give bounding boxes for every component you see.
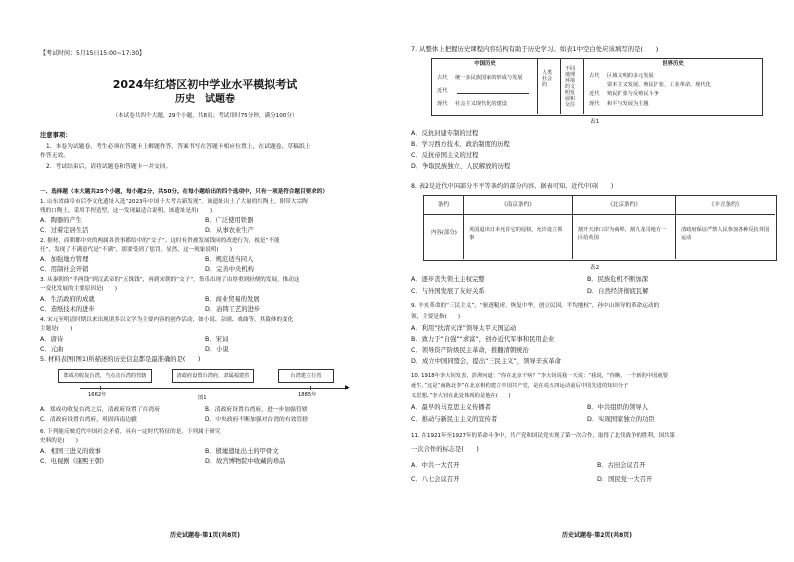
q11-line1: 11. 在1921年至1927年的革命斗争中，共产党和国民党实现了第一次合作，取得了北伐战争的胜利。国共第: [411, 433, 675, 439]
q3-line1: 3. 从秦朝的“半两钱”到汉武帝的“五铢钱”，再到宋朝的“交子”，货币出现了由厚重到轻便的发展，推动这: [40, 277, 300, 283]
q10-option-b: B．中共组织的领导人: [587, 404, 648, 411]
q11-option-c: C．八七会议召开: [411, 476, 460, 483]
table-2-row-divider: [424, 214, 775, 215]
q6-line2: 史料的是( ): [40, 438, 78, 444]
q10-option-c: C．推动与新民主主义的宣传者: [411, 416, 498, 423]
q5-stem: 5. 材料表图(图1)所描述的历史信息都是最准确的是( ): [40, 356, 201, 363]
q4-option-d: D．小说: [205, 346, 229, 353]
table-1-l2-era: 近代: [437, 88, 448, 94]
q6-option-b: B．殷墟遗址出土的甲骨文: [205, 448, 279, 455]
table-2-c3: 割开天津口岸为商埠，割九龙司地方一区给英国: [578, 227, 667, 241]
q8-option-a: A．逐步丧失领土主权完整: [411, 276, 485, 283]
q4-option-c: C．元曲: [40, 346, 64, 353]
q2-line1: 2. 据材，商朝都中央的两属各贵事都给中的“交子”。这时有贵被发展钱同的改进行为，视是“不能: [40, 238, 280, 244]
q3-option-c: C．造纸技术的进步: [40, 306, 95, 313]
table-1-caption: 表1: [590, 119, 600, 125]
table-1-divider-3: [583, 58, 584, 114]
q10-option-d: D．实现国家独立的功臣: [587, 416, 655, 423]
q2-option-a: A．加强地方管理: [40, 256, 89, 263]
q5-option-c: C．清政府设置台湾府，巩固西南边疆: [40, 417, 137, 423]
q2-option-d: D．完善中央机构: [205, 266, 254, 273]
notice-1a: 1．本卷为试题卷，考生必须在答题卡上解题作答，答案书写在答题卡相应位置上，在试题卷、草稿纸上: [46, 144, 311, 150]
timeline-axis: [80, 388, 348, 389]
table-2-c4: 清政府保证严禁人民参加各种反抗外国运动: [681, 227, 770, 241]
timeline-box-2: [172, 369, 254, 383]
table-1-r1-text: 区域文明的多元发展: [607, 73, 654, 79]
q3-option-d: D．冶铸工艺的进步: [205, 306, 261, 313]
q1-option-b: B．广泛使用铁器: [205, 217, 254, 224]
q7-option-c: C．反抗帝国主义的过程: [411, 152, 479, 159]
right-footer: 历史试题卷·第2页(共8页): [561, 532, 633, 539]
q11-line2: 一次合作的标志是( ): [411, 446, 479, 453]
timeline-box-3-text: 台湾建立行省: [290, 373, 322, 379]
q1-option-a: A．陶器的产生: [40, 217, 83, 224]
q7-option-b: B．学习西方技术、政治制度的历程: [411, 141, 510, 148]
q1-line1: 1. 山东省曲阜市后李文化遗址入选“2023年中国十大考古新发现”。该遗址出土了大量的红陶土，附带大宗陶: [40, 199, 308, 205]
table-1-r3-text: 殖民扩张与反殖民斗争: [607, 91, 659, 97]
q6-option-a: A．相国三进义的故事: [40, 448, 101, 455]
table-1-head-left: 中国历史: [474, 61, 496, 67]
q9-option-c: C．领导资产阶级民主革命，推翻清朝统治: [411, 347, 529, 354]
q5-option-d: D．中央政府不断加强对台湾的有效管辖: [205, 417, 309, 423]
table-1-r1-era: 古代: [589, 73, 600, 79]
table-2-row-label: 内容(部分): [431, 230, 457, 236]
q2-option-b: B．规范适当同人: [205, 256, 254, 263]
q6-option-d: D．故宫博物院中收藏的珍品: [205, 458, 286, 465]
table-2-caption: 表2: [590, 265, 600, 271]
timeline-box-3: [278, 369, 334, 383]
table-2-h1: 条约: [437, 202, 450, 208]
q4-option-a: A．唐诗: [40, 336, 64, 343]
q4-option-b: B．宋词: [205, 336, 229, 343]
q11-option-a: A．中共一大召开: [411, 462, 460, 469]
timeline-year-1: 1662年: [88, 392, 107, 398]
q8-option-c: C．与外国发展了友好关系: [411, 288, 485, 295]
q9-line2: 领，主要是指( ): [411, 314, 461, 320]
q5-option-b: B．清政府设置台湾府，进一步加强管辖: [205, 407, 308, 413]
q3-option-b: B．商业贸易的发展: [205, 296, 260, 303]
q10-line1: 10. 1918年李大钊发表，彭湃问道：“你在北京干啥？”李大钊说我一天说：“我说，“你瞧，一个新的中国就要: [411, 373, 669, 379]
q8-option-d: D．自然经济彻底瓦解: [587, 288, 649, 295]
table-2-h4: 《辛丑条约》: [708, 202, 743, 208]
timeline-year-2: 1885年: [298, 392, 317, 398]
q9-option-d: D．成立中国同盟会，提出“三民主义”，领导辛亥革命: [411, 358, 561, 365]
table-1-r4-era: 现代: [589, 101, 600, 107]
table-1-l3-era: 现代: [437, 101, 448, 107]
table-1-head-mid: 人类社会的: [542, 70, 553, 88]
q5-option-a: A．郑成功收复台湾之后，清政府设置了台湾府: [40, 407, 160, 413]
table-1-r2-text: 资本主义发展、殖民扩张，工业革命、现代化: [607, 82, 711, 88]
q10-line2: 诞生，”这是“南陈北李”在北京相约建立中国共产党，是在说五四运动前后中国先进的知识分子: [411, 383, 629, 389]
table-1-mid-col: 不同地理环境的文明发展和交往: [565, 66, 576, 108]
q9-line1: 9. 辛亥革命的“三民主义”，“驱逐鞑虏，恢复中华，创立民国，平均地权”，孙中山领导的革命运动的: [411, 303, 660, 309]
table-2-h2: 《南京条约》: [501, 202, 535, 208]
notice-title: 注意事项：: [40, 132, 72, 139]
exam-time: 【考试时间：5月15日15:00~17:30】: [40, 50, 146, 57]
q7-option-d: D．争取民族独立、人民解放的历程: [411, 163, 511, 170]
exam-instructions: （本试卷共四个大题，29个小题，共8页；考试用时75分钟，满分100分）: [112, 113, 298, 119]
q10-option-a: A．最早的马克思主义传播者: [411, 404, 491, 411]
timeline-tick-2: [310, 386, 311, 390]
timeline-box-2-text: 清政府设置台湾府，隶属福建省: [176, 373, 250, 379]
q1-option-d: D．从事农业生产: [205, 227, 254, 234]
table-1-blank-line: [457, 93, 529, 94]
timeline-box-1: [58, 369, 152, 383]
table-1-divider-2: [560, 58, 561, 114]
table-1-head-right: 世界历史: [662, 61, 684, 67]
q3-option-a: A．生活政府的成就: [40, 296, 95, 303]
right-page: [397, 0, 794, 562]
q1-option-c: C．过着定居生活: [40, 227, 89, 234]
q6-option-c: C．电视剧《康熙王朝》: [40, 458, 108, 465]
q11-option-d: D．国民党一大召开: [597, 476, 653, 483]
table-2-c2: 英国退出日本允许它的侵权，允许设立领事: [469, 227, 563, 241]
q1-line2: 残的口陶土，采用手捏造型，这一发现最适合说明，该遗址是用( ): [40, 208, 213, 214]
table-1-l1-text: 统一多民族国家的形成与发展: [455, 75, 523, 81]
q4-line1: 4. 宋元至明清时期以来出现诸多以文学为主要内容的创作活动，如小说、杂剧、戏曲等，其载体的变化: [40, 317, 294, 323]
q9-option-a: A．利用“扶清灭洋”领导太平天国运动: [411, 325, 517, 332]
exam-title: 2024年红塔区初中学业水平模拟考试: [112, 78, 298, 91]
table-1-r3-era: 近代: [589, 91, 600, 97]
exam-subtitle: 历史 试题卷: [175, 94, 235, 105]
table-2-h3: 《北京条约》: [607, 202, 641, 208]
notice-1b: 作答无效。: [40, 153, 69, 159]
q11-option-b: B．古田会议召开: [597, 462, 646, 469]
left-footer: 历史试题卷·第1页(共8页): [169, 532, 241, 539]
table-1-l1-era: 古代: [437, 75, 448, 81]
q9-option-b: B．致力于“自强”“求富”，创办近代军事和民用企业: [411, 336, 555, 343]
q8-stem: 8. 表2是近代中国部分不平等条约的部分内容，据表可知，近代中国( ): [411, 183, 614, 190]
notice-2: 2．考试结束后，请将试题卷和答题卡一并交回。: [46, 164, 172, 170]
table-1-r4-text: 和平与发展为主题: [607, 101, 649, 107]
q8-option-b: B．民族危机不断加深: [587, 276, 648, 283]
q7-option-a: A．反抗封建专制的过程: [411, 130, 479, 137]
figure-1-caption: 图1: [198, 395, 207, 401]
q2-option-c: C．用制社会开销: [40, 266, 89, 273]
q2-line2: 任”，发现了不满意代是“不满”，那要受到了惩罚。显然，这一现象说明( ): [40, 247, 233, 253]
section-1-header: 一、选择题（本大题共25个小题，每小题2分，共50分。在每小题给出的四个选项中，只有一项是符合题目要求的）: [40, 189, 328, 195]
table-1-l3-text: 社会主义现代化的建设: [455, 101, 507, 107]
q7-stem: 7. 从整体上把握历史课程内容结构有助于历史学习。如表1中空白处应该填写的是( ): [411, 45, 659, 53]
timeline-box-1-text: 郑成功收复台湾，当点击台湾的管辖: [63, 373, 147, 379]
timeline-tick-1: [100, 386, 101, 390]
q4-line2: 主题是( ): [40, 326, 73, 332]
timeline-arrow-icon: ▶: [345, 384, 350, 391]
q3-line2: 一变化发展的主要原因是( ): [40, 286, 118, 292]
table-1-divider-1: [537, 58, 538, 114]
q6-line1: 6. 下列能反映近代中国社会矛盾，具有一定时代特征的是，下列属于研究: [40, 429, 221, 435]
q10-line3: 义思想。”李大钊在此处体现的是他在( ): [411, 393, 511, 399]
